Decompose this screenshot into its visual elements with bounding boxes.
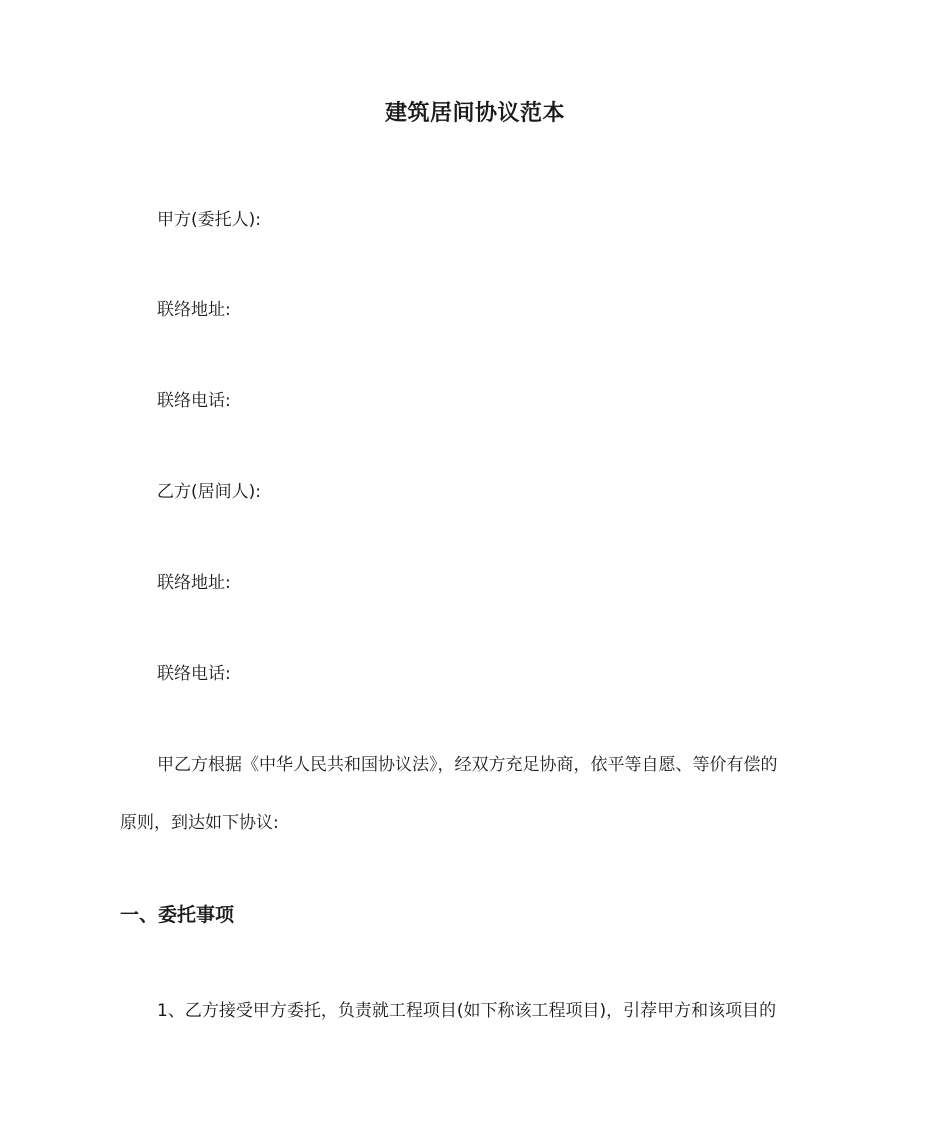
preamble-line-1: 甲乙方根据《中华人民共和国协议法》，经双方充足协商，依平等自愿、等价有偿的 bbox=[157, 755, 778, 775]
clause-1-line-1: 1、乙方接受甲方委托，负责就工程项目(如下称该工程项目)，引荐甲方和该项目的 bbox=[157, 1001, 777, 1021]
party-b-phone-label: 联络电话: bbox=[157, 664, 231, 684]
party-a-name-label: 甲方(委托人): bbox=[157, 210, 261, 230]
party-b-address-label: 联络地址: bbox=[157, 573, 231, 593]
preamble-line-2: 原则，到达如下协议: bbox=[120, 813, 279, 833]
party-a-phone-label: 联络电话: bbox=[157, 391, 231, 411]
party-b-name-label: 乙方(居间人): bbox=[157, 482, 261, 502]
section-1-heading: 一、委托事项 bbox=[120, 904, 235, 926]
party-a-address-label: 联络地址: bbox=[157, 300, 231, 320]
document-title: 建筑居间协议范本 bbox=[384, 101, 565, 126]
